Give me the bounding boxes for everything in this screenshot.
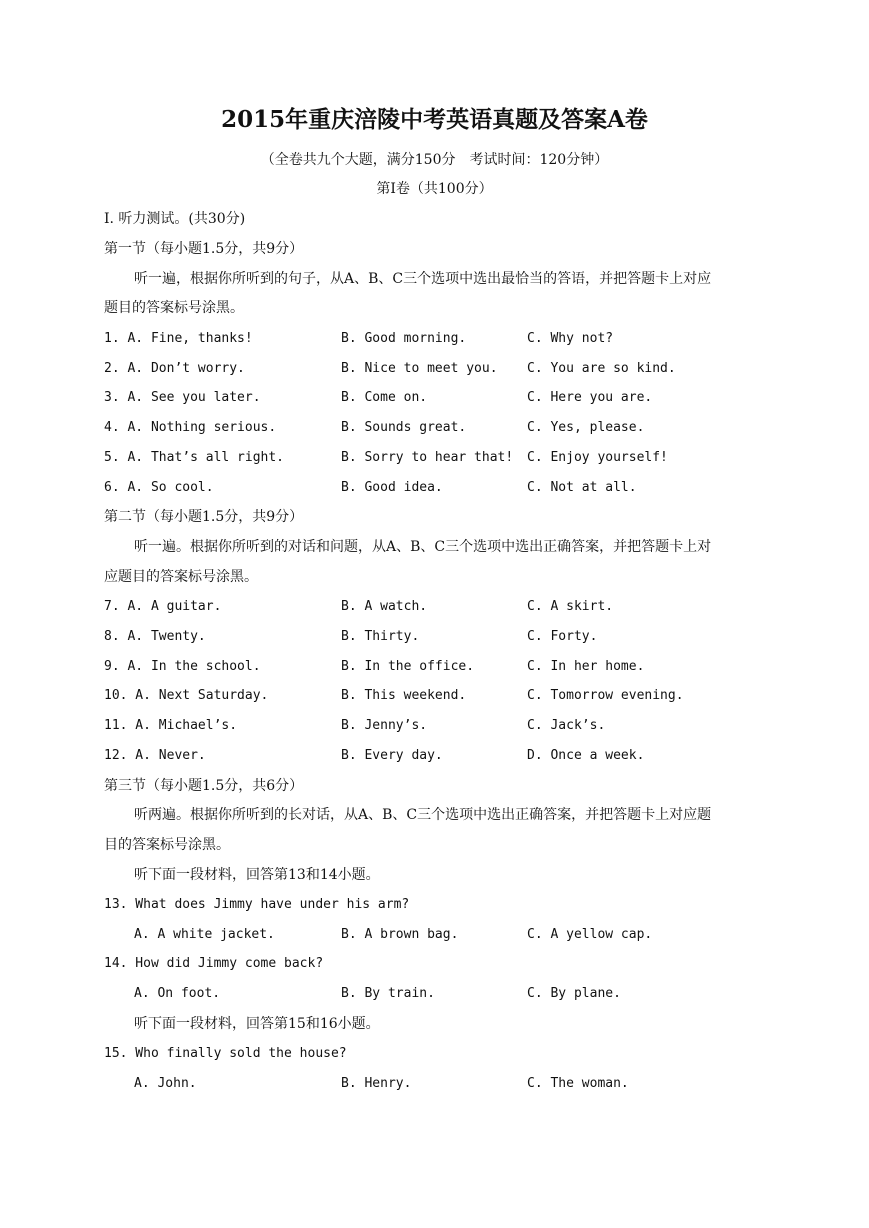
page-title: 2015年重庆涪陵中考英语真题及答案A卷 — [221, 106, 648, 133]
option-b: B. Nice to meet you. — [341, 361, 498, 376]
option-a: A. On foot. — [134, 986, 221, 1001]
option-b: B. Good morning. — [341, 331, 467, 346]
option-a: 2. A. Don’t worry. — [104, 361, 245, 376]
section1-instruction-cont: 题目的答案标号涂黑。 — [104, 300, 244, 316]
option-a: 1. A. Fine, thanks! — [104, 331, 253, 346]
option-b: B. Henry. — [341, 1076, 412, 1091]
option-a: 4. A. Nothing serious. — [104, 420, 277, 435]
section1-heading: 第一节（每小题1.5分，共9分） — [104, 241, 304, 257]
section3-instruction-cont: 目的答案标号涂黑。 — [104, 837, 230, 853]
option-c: C. A yellow cap. — [527, 927, 653, 942]
option-c: C. You are so kind. — [527, 361, 676, 376]
option-c: C. In her home. — [527, 659, 645, 674]
option-a: A. John. — [134, 1076, 197, 1091]
option-a: A. A white jacket. — [134, 927, 275, 942]
option-b: B. Sorry to hear that! — [341, 450, 514, 465]
option-a: 11. A. Michael’s. — [104, 718, 238, 733]
material-note: 听下面一段材料，回答第13和14小题。 — [134, 867, 380, 883]
option-b: B. Good idea. — [341, 480, 443, 495]
section2-instruction-cont: 应题目的答案标号涂黑。 — [104, 569, 258, 585]
option-c: C. Jack’s. — [527, 718, 606, 733]
option-b: B. A brown bag. — [341, 927, 459, 942]
section1-instruction: 听一遍，根据你所听到的句子，从A、B、C三个选项中选出最恰当的答语，并把答题卡上对应 — [134, 271, 712, 287]
option-b: B. Sounds great. — [341, 420, 467, 435]
option-a: 6. A. So cool. — [104, 480, 214, 495]
option-c: C. Not at all. — [527, 480, 637, 495]
option-c: C. Yes, please. — [527, 420, 645, 435]
option-b: B. Thirty. — [341, 629, 420, 644]
option-c: C. Forty. — [527, 629, 598, 644]
option-b: B. Every day. — [341, 748, 443, 763]
section3-heading: 第三节（每小题1.5分，共6分） — [104, 778, 304, 794]
volume-heading: 第Ⅰ卷（共100分） — [376, 181, 493, 197]
section3-instruction: 听两遍。根据你所听到的长对话，从A、B、C三个选项中选出正确答案，并把答题卡上对应题 — [134, 807, 712, 823]
question-stem: 14. How did Jimmy come back? — [104, 956, 324, 971]
option-b: B. In the office. — [341, 659, 475, 674]
question-stem: 13. What does Jimmy have under his arm? — [104, 897, 410, 912]
exam-subtitle: （全卷共九个大题，满分150分 考试时间：120分钟） — [260, 152, 609, 168]
option-a: 5. A. That’s all right. — [104, 450, 285, 465]
option-c: C. Tomorrow evening. — [527, 688, 684, 703]
section2-heading: 第二节（每小题1.5分，共9分） — [104, 509, 304, 525]
option-c: D. Once a week. — [527, 748, 645, 763]
option-a: 7. A. A guitar. — [104, 599, 222, 614]
option-b: B. A watch. — [341, 599, 428, 614]
material-note: 听下面一段材料，回答第15和16小题。 — [134, 1016, 380, 1032]
option-c: C. The woman. — [527, 1076, 629, 1091]
option-a: 12. A. Never. — [104, 748, 206, 763]
section2-instruction: 听一遍。根据你所听到的对话和问题，从A、B、C三个选项中选出正确答案，并把答题卡上对 — [134, 539, 712, 555]
option-c: C. By plane. — [527, 986, 621, 1001]
part1-heading: I. 听力测试。(共30分) — [104, 211, 246, 227]
option-c: C. Here you are. — [527, 390, 653, 405]
option-b: B. By train. — [341, 986, 435, 1001]
option-c: C. A skirt. — [527, 599, 614, 614]
option-a: 10. A. Next Saturday. — [104, 688, 269, 703]
question-stem: 15. Who finally sold the house? — [104, 1046, 347, 1061]
option-c: C. Why not? — [527, 331, 614, 346]
option-b: B. Come on. — [341, 390, 428, 405]
option-b: B. Jenny’s. — [341, 718, 428, 733]
option-b: B. This weekend. — [341, 688, 467, 703]
option-a: 9. A. In the school. — [104, 659, 261, 674]
option-a: 8. A. Twenty. — [104, 629, 206, 644]
option-c: C. Enjoy yourself! — [527, 450, 668, 465]
option-a: 3. A. See you later. — [104, 390, 261, 405]
